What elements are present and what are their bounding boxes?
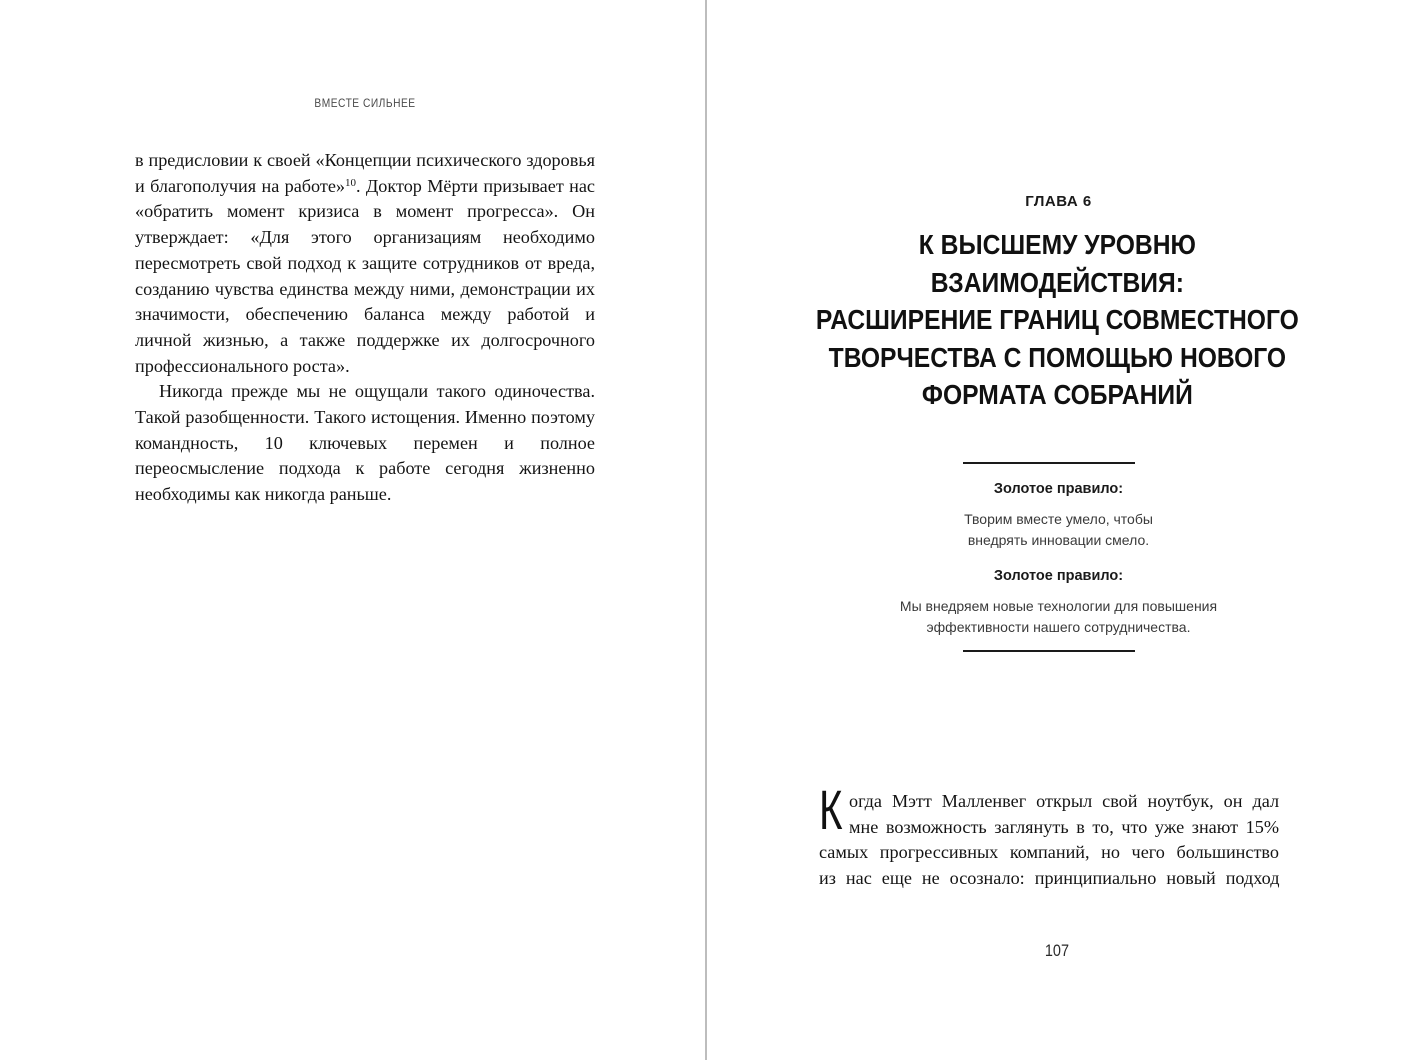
opening-line: из нас еще не осознало: принципиально новый подход bbox=[819, 868, 1280, 889]
running-head: ВМЕСТЕ СИЛЬНЕЕ bbox=[314, 96, 416, 110]
golden-rule-line: Творим вместе умело, чтобы bbox=[964, 511, 1153, 527]
golden-rule-line: внедрять инновации смело. bbox=[967, 532, 1150, 548]
golden-rule-heading: Золотое правило: bbox=[993, 568, 1124, 584]
paragraph-1-continued: . Доктор Мёрти призывает нас «обратить момент кризиса в момент прогресса». Он утверждает: «Для этого организациям необходимо пересмотреть свой подход к защите сотрудников от вреда, созданию чувства единства между ними, демонстрации их значимости, обеспечению баланса между работой и личной жизнью, а также поддержке их долгосрочного профессионального роста». bbox=[135, 175, 595, 376]
top-divider bbox=[963, 462, 1135, 464]
chapter-title bbox=[748, 226, 1367, 414]
left-body-text bbox=[135, 148, 595, 508]
chapter-title-line: ФОРМАТА СОБРАНИЙ bbox=[921, 379, 1193, 410]
golden-rule-line: эффективности нашего сотрудничества. bbox=[926, 619, 1191, 635]
golden-rule-text bbox=[707, 596, 1410, 638]
opening-line: огда Мэтт Малленвег открыл свой ноутбук, он дал bbox=[849, 791, 1280, 811]
page-number: 107 bbox=[1044, 941, 1069, 960]
footnote-marker[interactable]: 10 bbox=[345, 176, 357, 189]
chapter-label: ГЛАВА 6 bbox=[1025, 193, 1092, 210]
golden-rule-text bbox=[707, 509, 1410, 551]
chapter-title-line: К ВЫСШЕМУ УРОВНЮ bbox=[918, 229, 1196, 260]
golden-rule-heading: Золотое правило: bbox=[993, 481, 1124, 497]
right-page bbox=[707, 0, 1410, 1060]
paragraph-1 bbox=[135, 148, 595, 379]
paragraph-2: Никогда прежде мы не ощущали такого одиночества. Такой разобщенности. Такого истощения. Именно поэтому командность, 10 ключевых перемен и полное переосмысление подхода к работе сегодня жизненно необходимы как никогда раньше. bbox=[135, 381, 595, 505]
chapter-title-line: ВЗАИМОДЕЙСТВИЯ: bbox=[930, 266, 1184, 298]
chapter-title-line: ТВОРЧЕСТВА С ПОМОЩЬЮ НОВОГО bbox=[828, 341, 1287, 373]
opening-paragraph bbox=[819, 778, 1280, 892]
opening-line: самых прогрессивных компаний, но чего большинство bbox=[819, 842, 1279, 863]
paragraph-1-text: в предисловии к своей «Концепции психического здоровья и благополучия на работе» bbox=[135, 150, 595, 196]
drop-cap: К bbox=[819, 778, 843, 841]
golden-rule-line: Мы внедряем новые технологии для повышения bbox=[899, 598, 1218, 614]
chapter-title-line: РАСШИРЕНИЕ ГРАНИЦ СОВМЕСТНОГО bbox=[815, 304, 1299, 335]
bottom-divider bbox=[963, 650, 1135, 652]
opening-line: мне возможность заглянуть в то, что уже знают 15% bbox=[849, 816, 1279, 837]
